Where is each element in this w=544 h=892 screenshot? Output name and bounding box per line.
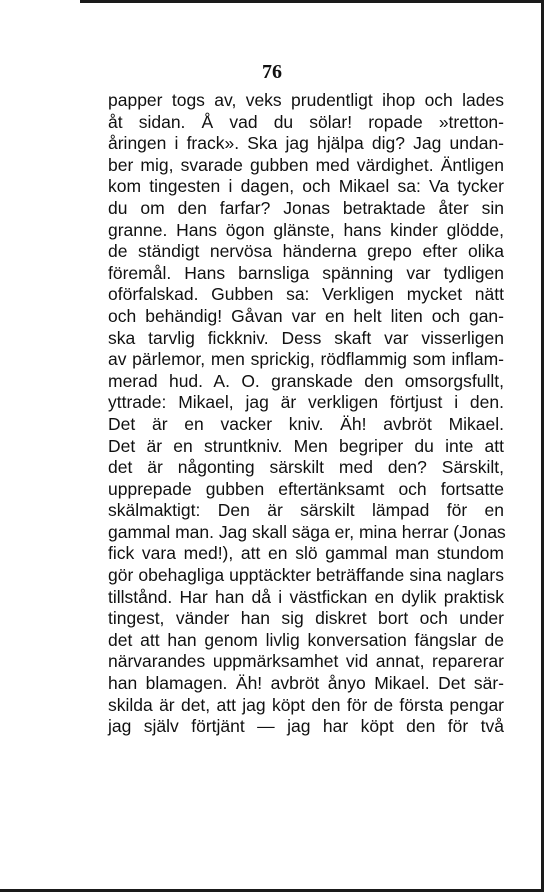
text-line: oförfalskad. Gubben sa: Verkligen mycket nätt bbox=[108, 284, 504, 305]
text-line: tillstånd. Har han då i västfickan en dylik praktisk bbox=[108, 586, 504, 607]
top-edge-rule bbox=[80, 0, 544, 3]
text-line: Det är en vacker kniv. Äh! avbröt Mikael. bbox=[108, 413, 504, 434]
text-line: jag själv förtjänt — jag har köpt den för två bbox=[108, 716, 504, 737]
text-line: och behändig! Gåvan var en helt liten och gan- bbox=[108, 305, 504, 326]
body-text bbox=[108, 90, 504, 738]
text-line: närvarandes uppmärksamhet vid annat, reparerar bbox=[108, 651, 504, 672]
text-line: gör obehagliga upptäckter beträffande sina naglars bbox=[108, 565, 504, 586]
text-line: åt sidan. Å vad du sölar! ropade »tretton- bbox=[108, 111, 504, 132]
text-line: kom tingesten i dagen, och Mikael sa: Va tycker bbox=[108, 176, 504, 197]
text-line: Det är en struntkniv. Men begriper du inte att bbox=[108, 435, 504, 456]
text-line: papper togs av, veks prudentligt ihop och lades bbox=[108, 90, 504, 110]
text-line: han blamagen. Äh! avbröt ånyo Mikael. Det sär- bbox=[108, 673, 504, 694]
text-line: åringen i frack». Ska jag hjälpa dig? Jag undan- bbox=[108, 133, 504, 154]
page-number: 76 bbox=[262, 61, 282, 83]
text-line: upprepade gubben eftertänksamt och fortsatte bbox=[108, 478, 504, 499]
text-line: du om den farfar? Jonas betraktade åter sin bbox=[108, 197, 504, 218]
text-line: yttrade: Mikael, jag är verkligen förtjust i den. bbox=[108, 392, 504, 413]
text-line: granne. Hans ögon glänste, hans kinder glödde, bbox=[108, 219, 504, 240]
text-line: gammal man. Jag skall säga er, mina herrar (Jonas bbox=[108, 521, 506, 542]
text-line: av pärlemor, men sprickig, rödflammig som inflam- bbox=[108, 349, 504, 370]
text-line: föremål. Hans barnsliga spänning var tydligen bbox=[108, 262, 504, 283]
text-line: fick vara med!), att en slö gammal man stundom bbox=[108, 543, 504, 564]
text-line: skilda är det, att jag köpt den för de första pengar bbox=[108, 694, 504, 715]
text-line: ska tarvlig fickkniv. Dess skaft var visserligen bbox=[108, 327, 504, 348]
text-line: det är någonting särskilt med den? Särskilt, bbox=[108, 457, 504, 478]
text-line: skälmaktigt: Den är särskilt lämpad för en bbox=[108, 500, 504, 521]
text-line: de ständigt nervösa händerna grepo efter olika bbox=[108, 241, 504, 262]
text-line: det att han genom livlig konversation fängslar de bbox=[108, 629, 504, 650]
text-line: tingest, vänder han sig diskret bort och under bbox=[108, 608, 504, 629]
text-line: merad hud. A. O. granskade den omsorgsfullt, bbox=[108, 370, 504, 391]
text-line: ber mig, svarade gubben med värdighet. Äntligen bbox=[108, 154, 504, 175]
